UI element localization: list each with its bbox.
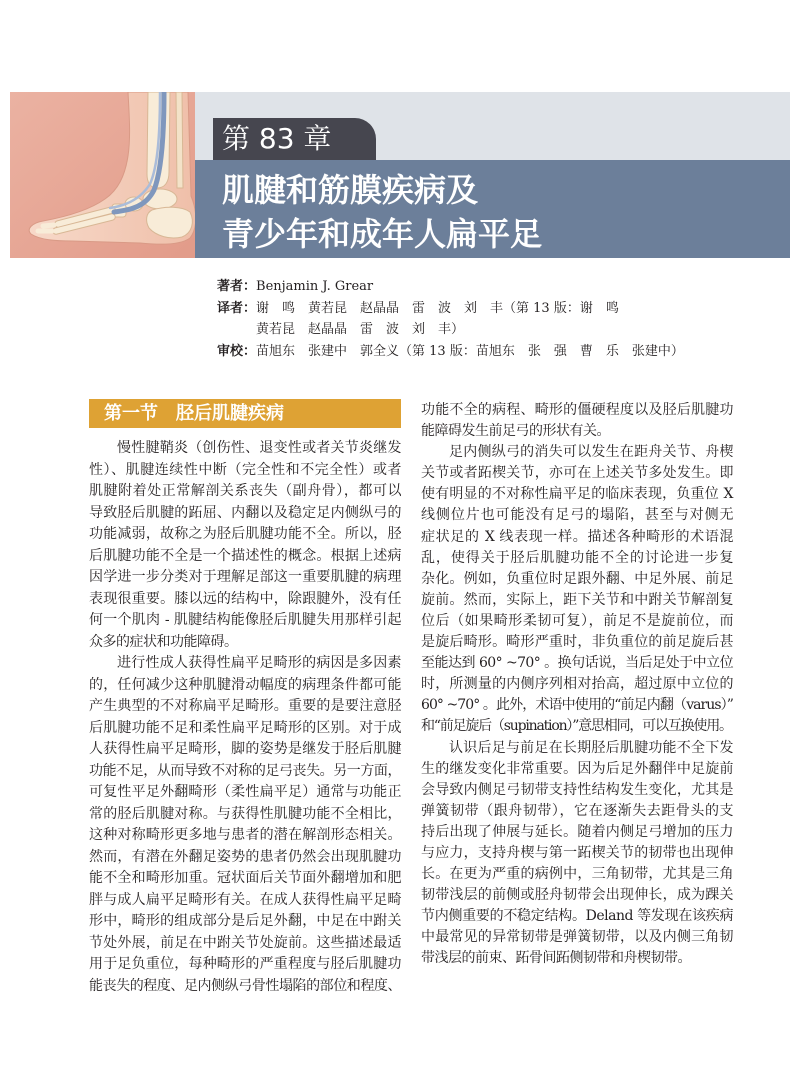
chapter-number: 第 83 章: [222, 122, 332, 155]
text-line: 杂化。例如，负重位时足跟外翻、中足外展、前足: [421, 570, 733, 587]
text-line: 胖与成人扁平足畸形有关。在成人获得性扁平足畸: [89, 891, 401, 908]
text-line: 功能不全的病程、畸形的僵硬程度以及胫后肌腱功: [421, 402, 733, 418]
text-line: 进行性成人获得性扁平足畸形的病因是多因素: [117, 655, 401, 671]
reviewers-row: [217, 341, 684, 363]
section-heading-bar: [89, 399, 401, 428]
text-line: 关节或者跖楔关节，亦可在上述关节多处发生。即: [421, 465, 733, 482]
text-line: 节内侧重要的不稳定结构。Deland 等发现在该疾病: [421, 908, 733, 925]
text-line: 至能达到 60° ~70° 。换句话说，当后足处于中立位: [421, 655, 733, 672]
text-line: 韧带浅层的前侧或胫舟韧带会出现伸长，成为踝关: [421, 887, 733, 904]
text-line: 功能减弱，故称之为胫后肌腱功能不全。所以，胫: [89, 526, 401, 542]
chapter-credits: [217, 276, 684, 363]
chapter-banner: [10, 92, 790, 258]
translators-names: 谢 鸣 黄若昆 赵晶晶 雷 波 刘 丰（第 13 版：谢 鸣: [256, 300, 619, 316]
chapter-title-line: 青少年和成年人扁平足: [222, 215, 543, 253]
translators-row-continued: [217, 319, 684, 341]
section-heading: 第一节 胫后肌腱疾病: [104, 403, 284, 424]
text-line: 中最常见的异常韧带是弹簧韧带，以及内侧三角韧: [421, 929, 733, 946]
chapter-illustration: [10, 92, 195, 258]
text-line: 与应力，支持舟楔与第一跖楔关节的韧带也出现伸: [421, 844, 733, 861]
text-line: 持后出现了伸展与延长。随着内侧足弓增加的压力: [421, 823, 733, 840]
paragraph-continued: [421, 400, 733, 442]
text-line: 众多的症状和功能障碍。: [89, 633, 238, 650]
text-line: 长。在更为严重的病例中，三角韧带，尤其是三角: [421, 866, 733, 883]
text-line: 导致胫后肌腱的跖屈、内翻以及稳定足内侧纵弓的: [89, 504, 401, 521]
text-line: 足内侧纵弓的消失可以发生在距舟关节、舟楔: [449, 444, 733, 461]
paragraph: [421, 738, 733, 970]
text-line: 是旋后畸形。畸形严重时，非负重位的前足旋后甚: [421, 634, 733, 651]
author-name: Benjamin J. Grear: [256, 279, 374, 294]
text-line: 何一个肌肉 - 肌腱结构能像胫后肌腱失用那样引起: [89, 612, 401, 628]
text-line: 节处外展，前足在中跗关节处旋前。这些描述最适: [89, 934, 401, 951]
text-line: 会导致内侧足弓韧带支持性结构发生变化，尤其是: [421, 781, 733, 798]
translators-row: [217, 298, 684, 320]
text-line: 慢性腱鞘炎（创伤性、退变性或者关节炎继发: [117, 440, 401, 456]
text-line: 肌腱附着处正常解剖关系丧失（副舟骨），都可以: [89, 483, 401, 499]
text-line: 这种对称畸形更多地与患者的潜在解剖形态相关。: [89, 827, 401, 843]
author-row: [217, 276, 684, 298]
chapter-tab: [213, 118, 376, 160]
text-line: 使有明显的不对称性扁平足的临床表现，负重位 X: [421, 486, 733, 503]
text-line: 和“前足旋后（supination）”意思相同，可以互换使用。: [421, 718, 732, 735]
text-line: 人获得性扁平足畸形，脚的姿势是继发于胫后肌腱: [89, 741, 401, 757]
text-line: 后肌腱功能不全是一个描述性的概念。根据上述病: [89, 547, 401, 564]
foot-anatomy-illustration: [10, 92, 195, 258]
text-line: 认识后足与前足在长期胫后肌腱功能不全下发: [449, 739, 733, 756]
reviewers-names: 苗旭东 张建中 郭全义（第 13 版：苗旭东 张 强 曹 乐 张建中）: [256, 344, 684, 360]
text-line: 常的胫后肌腱对称。与获得性肌腱功能不全相比，: [89, 805, 401, 822]
fibula-bone: [176, 92, 183, 188]
text-line: 旋前。然而，实际上，距下关节和中跗关节解剖复: [421, 591, 733, 608]
text-line: 产生典型的不对称扁平足畸形。重要的是要注意胫: [89, 698, 401, 714]
left-column: [89, 438, 401, 997]
reviewers-label: 审校：: [217, 344, 257, 360]
text-line: 症状足的 X 线表现一样。描述各种畸形的术语混: [421, 528, 733, 545]
paragraph: [89, 653, 401, 997]
right-column: [421, 400, 733, 970]
text-line: 弹簧韧带（跟舟韧带），它在逐渐失去距骨头的支: [421, 802, 733, 819]
text-line: 生的继发变化非常重要。因为后足外翻伴中足旋前: [421, 760, 733, 777]
text-line: 功能不足，从而导致不对称的足弓丧失。另一方面，: [89, 762, 401, 779]
text-line: 位后（如果畸形柔韧可复），前足不是旋前位，而: [421, 612, 733, 629]
translators-label: 译者：: [217, 300, 257, 316]
text-line: 时，所测量的内侧序列相对抬高，超过原中立位的: [421, 676, 733, 693]
text-line: 能不全和畸形加重。冠状面后关节面外翻增加和肥: [89, 870, 401, 886]
text-line: 能障碍发生前足弓的形状有关。: [421, 423, 610, 440]
text-line: 形中，畸形的组成部分是后足外翻，中足在中跗关: [89, 913, 401, 929]
text-line: 性）、肌腱连续性中断（完全性和不完全性）或者: [89, 461, 401, 478]
chapter-title: [222, 168, 542, 256]
text-line: 60° ~70° 。此外，术语中使用的“前足内翻（varus）”: [421, 697, 733, 714]
text-line: 可复性平足外翻畸形（柔性扁平足）通常与功能正: [89, 784, 401, 800]
text-line: 线侧位片也可能没有足弓的塌陷，甚至与对侧无: [421, 507, 733, 524]
text-line: 后肌腱功能不足和柔性扁平足畸形的区别。对于成: [89, 719, 401, 736]
author-label: 著者：: [217, 279, 257, 294]
paragraph: [421, 442, 733, 737]
text-line: 能丧失的程度、足内侧纵弓骨性塌陷的部位和程度、: [89, 977, 401, 994]
paragraph: [89, 438, 401, 653]
text-line: 乱，使得关于胫后肌腱功能不全的讨论进一步复: [421, 549, 733, 566]
text-line: 的，任何减少这种肌腱滑动幅度的病理条件都可能: [89, 676, 401, 693]
translators-names: 黄若昆 赵晶晶 雷 波 刘 丰）: [256, 322, 465, 338]
text-line: 用于足负重位，每种畸形的严重程度与胫后肌腱功: [89, 956, 401, 972]
text-line: 然而，有潜在外翻足姿势的患者仍然会出现肌腱功: [89, 848, 401, 865]
text-line: 因学进一步分类对于理解足部这一重要肌腱的病理: [89, 569, 401, 585]
chapter-title-line: 肌腱和筋膜疾病及: [222, 171, 479, 209]
text-line: 表现很重要。膝以远的结构中，除跟腱外，没有任: [89, 590, 401, 607]
text-line: 带浅层的前束、跖骨间跖侧韧带和舟楔韧带。: [421, 950, 691, 967]
